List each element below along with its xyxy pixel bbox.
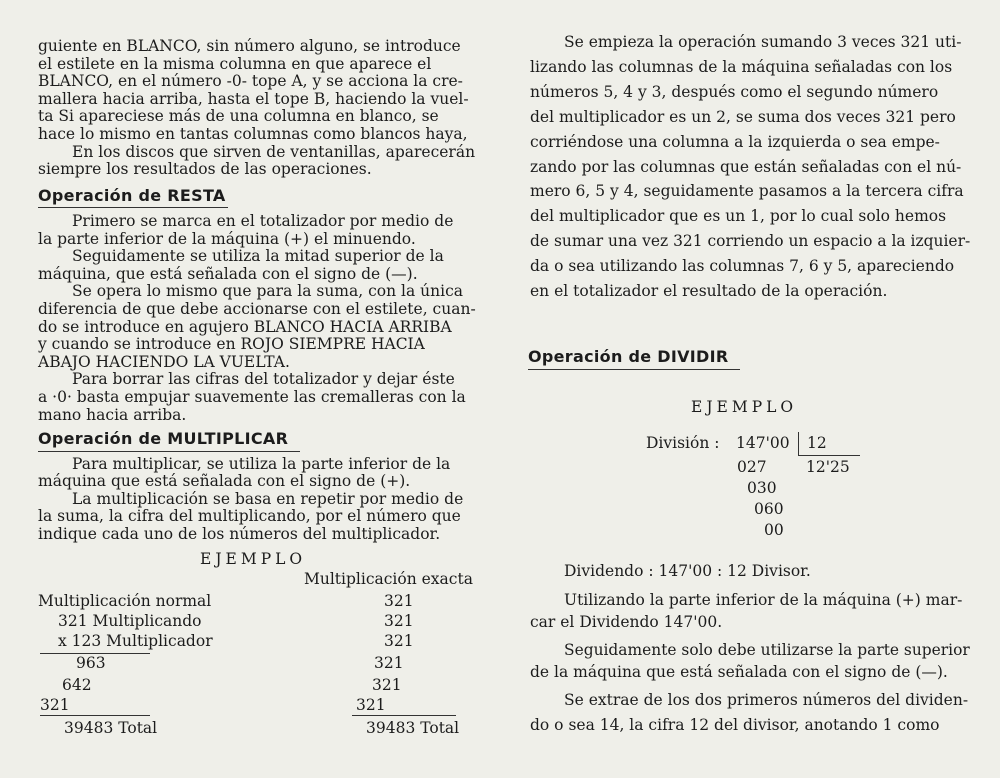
normal-total: 39483 Total (64, 719, 158, 737)
normal-header: Multiplicación normal (38, 592, 212, 610)
text-line: de la máquina que está señalada con el signo de (—). (530, 663, 948, 681)
text-line: Se extrae de los dos primeros números del dividen- (564, 691, 969, 709)
text-line: Se opera lo mismo que para la suma, con la única (72, 282, 463, 301)
multiplier-row: x 123 Multiplicador (58, 632, 213, 650)
exacta-value: 321 (356, 696, 386, 714)
exacta-value: 321 (384, 592, 414, 610)
divisor: 12 (807, 434, 827, 452)
text-line: la suma, la cifra del multiplicando, por el número que (38, 507, 461, 526)
text-line: corriéndose una columna a la izquierda o sea empe- (530, 132, 940, 151)
text-line: ABAJO HACIENDO LA VUELTA. (38, 352, 290, 371)
exacta-total: 39483 Total (366, 719, 460, 737)
text-line: La multiplicación se basa en repetir por medio de (72, 489, 464, 508)
multiplicand-row: 321 Multiplicando (58, 612, 202, 630)
text-line: diferencia de que debe accionarse con el estilete, cuan- (38, 300, 476, 318)
heading-underline (528, 369, 740, 370)
text-line: Para borrar las cifras del totalizador y dejar éste (72, 370, 455, 389)
text-line: car el Dividendo 147'00. (530, 613, 723, 631)
dividir-heading: Operación de DIVIDIR (528, 347, 729, 366)
text-line: a ·0· basta empujar suavemente las cremalleras con la (38, 388, 466, 406)
text-line: del multiplicador que es un 1, por lo cual solo hemos (530, 207, 947, 226)
text-line: ta Si apareciese más de una columna en blanco, se (38, 107, 439, 126)
multiplicar-heading: Operación de MULTIPLICAR (38, 429, 289, 448)
text-line: Se empieza la operación sumando 3 veces 321 uti- (564, 33, 962, 51)
text-line: En los discos que sirven de ventanillas, aparecerán (72, 142, 476, 161)
text-line: Dividendo : 147'00 : 12 Divisor. (564, 562, 811, 580)
division-bar (798, 432, 799, 456)
dividend: 147'00 (736, 434, 790, 452)
text-line: el estilete en la misma columna en que aparece el (38, 54, 432, 73)
text-line: Seguidamente solo debe utilizarse la parte superior (564, 641, 970, 659)
heading-underline (38, 451, 300, 452)
exacta-value: 321 (374, 654, 404, 672)
division-step: 027 (737, 458, 767, 476)
text-line: do o sea 14, la cifra 12 del divisor, anotando 1 como (530, 716, 940, 734)
text-line: mero 6, 5 y 4, seguidamente pasamos a la tercera cifra (530, 182, 964, 201)
text-line: mano hacia arriba. (38, 405, 187, 424)
text-line: máquina, que está señalada con el signo de (—). (38, 264, 418, 283)
text-line: BLANCO, en el número -0- tope A, y se acciona la cre- (38, 72, 463, 91)
division-step: 030 (747, 479, 777, 497)
text-line: números 5, 4 y 3, después como el segundo número (530, 82, 939, 101)
text-line: siempre los resultados de las operaciones. (38, 160, 372, 179)
text-line: del multiplicador es un 2, se suma dos veces 321 pero (530, 107, 956, 126)
text-line: da o sea utilizando las columnas 7, 6 y 5, apareciendo (530, 257, 955, 276)
text-line: mallera hacia arriba, hasta el tope B, haciendo la vuel- (38, 89, 469, 108)
text-line: de sumar una vez 321 corriendo un espacio a la izquier- (530, 232, 971, 251)
total-line (352, 715, 456, 716)
text-line: la parte inferior de la máquina (+) el minuendo. (38, 229, 416, 248)
ejemplo-label: EJEMPLO (200, 550, 307, 568)
text-line: y cuando se introduce en ROJO SIEMPRE HACIA (38, 335, 425, 354)
exacta-header: Multiplicación exacta (304, 570, 473, 588)
text-line: indique cada uno de los números del multiplicador. (38, 524, 441, 543)
division-step: 00 (764, 521, 784, 539)
text-line: lizando las columnas de la máquina señaladas con los (530, 57, 953, 76)
partial-product: 321 (40, 696, 70, 714)
text-line: zando por las columnas que están señaladas con el nú- (530, 157, 962, 176)
text-line: do se introduce en agujero BLANCO HACIA ARRIBA (38, 317, 452, 336)
text-line: Primero se marca en el totalizador por medio de (72, 212, 454, 230)
ejemplo-label: EJEMPLO (691, 398, 798, 416)
partial-product: 642 (62, 676, 92, 694)
text-line: Utilizando la parte inferior de la máquina (+) mar- (564, 591, 963, 609)
exacta-value: 321 (384, 612, 414, 630)
quotient: 12'25 (806, 458, 850, 476)
exacta-value: 321 (372, 676, 402, 694)
exacta-value: 321 (384, 632, 414, 650)
text-line: hace lo mismo en tantas columnas como blancos haya, (38, 125, 468, 143)
text-line: máquina que está señalada con el signo de (+). (38, 472, 411, 491)
resta-heading: Operación de RESTA (38, 186, 226, 205)
divisor-underline (798, 455, 860, 456)
division-label: División : (646, 434, 720, 452)
text-line: Para multiplicar, se utiliza la parte inferior de la (72, 455, 451, 473)
text-line: Seguidamente se utiliza la mitad superior de la (72, 247, 444, 266)
text-line: en el totalizador el resultado de la operación. (530, 282, 888, 300)
heading-underline (38, 207, 228, 208)
division-step: 060 (754, 500, 784, 518)
partial-product: 963 (76, 654, 106, 672)
text-line: guiente en BLANCO, sin número alguno, se introduce (38, 37, 461, 55)
total-line (40, 715, 150, 716)
